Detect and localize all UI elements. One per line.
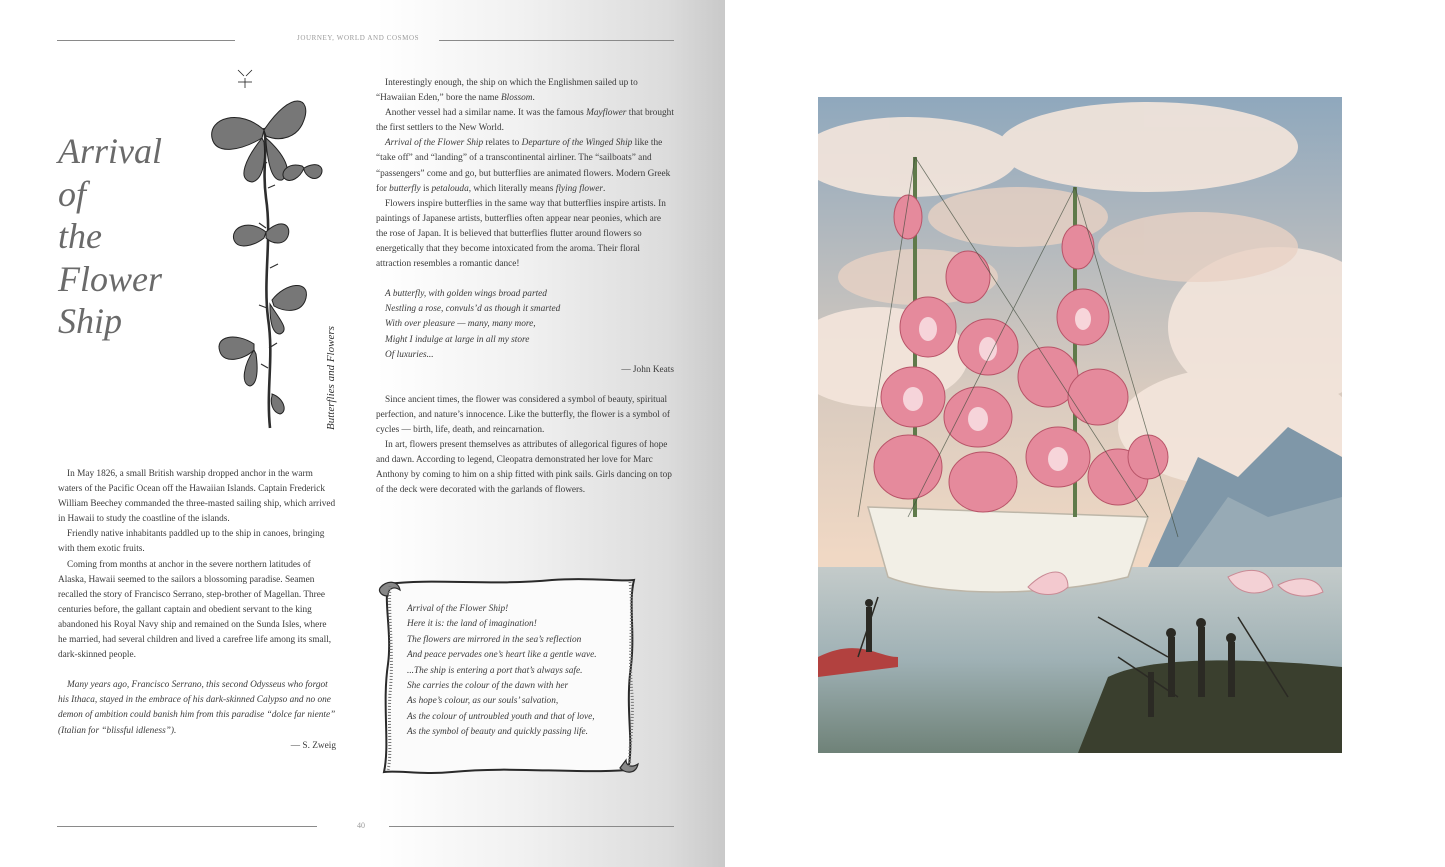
header-rule-right	[439, 40, 674, 41]
poem-line: The flowers are mirrored in the sea’s reflection	[407, 634, 582, 645]
running-header	[57, 34, 674, 46]
keats-attribution: — John Keats	[621, 364, 674, 375]
header-rule-left	[57, 40, 235, 41]
zweig-quote: Many years ago, Francisco Serrano, this second Odysseus who forgot his Ithaca, stayed in the embrace of his dark-skinned Calypso and no one demon of ambition could banish him from this paradise “dolce far niente” (Italian for “blissful idleness”).	[58, 680, 336, 736]
paragraph: In art, flowers present themselves as attributes of allegorical figures of hope and dawn. According to legend, Cleopatra demonstrated her love for Marc Anthony by coming to him on a ship fitted with pink sails. Girls dancing on top of the deck were decorated with the garlands of flowers.	[376, 440, 672, 496]
poem-line: Nestling a rose, convuls’d as though it smarted	[385, 304, 561, 315]
title-line: the	[58, 216, 102, 256]
zweig-attribution: — S. Zweig	[290, 740, 336, 751]
poem-line: Might I indulge at large in all my store	[385, 334, 530, 345]
paragraph: Coming from months at anchor in the severe northern latitudes of Alaska, Hawaii seemed to the sailors a blossoming paradise. Seamen recalled the story of Francisco Serrano, step-brother of Magellan. Three centuries before, the gallant captain and obedient servant to the king abandoned his Royal Navy ship and remained on the Sunda Isles, where he married, had several children and lived a carefree life among its small, dark-skinned people.	[58, 559, 332, 661]
poem-line: ...The ship is entering a port that’s always safe.	[407, 665, 583, 676]
title-line: Arrival	[58, 131, 162, 171]
signature-text: Butterflies and Flowers	[325, 326, 337, 430]
page-title	[58, 130, 162, 343]
paragraph: Flowers inspire butterflies in the same way that butterflies inspire artists. In paintings of Japanese artists, butterflies often appear near peonies, which are the rose of Japan. It is believed that butterflies flutter around flowers so energetically that they become intoxicated from the aroma. Their floral attraction resembles a romantic dance!	[376, 198, 666, 270]
right-column-text	[376, 76, 674, 498]
left-column-text	[58, 467, 336, 754]
poem-line: With over pleasure — many, many more,	[385, 319, 536, 330]
paragraph: Interestingly enough, the ship on which the Englishmen sailed up to “Hawaiian Eden,” bore the name Blossom.	[376, 78, 638, 104]
page-footer	[57, 820, 674, 832]
paragraph: Another vessel had a similar name. It was the famous Mayflower that brought the first settlers to the New World.	[376, 108, 674, 134]
poem-line: Here it is: the land of imagination!	[407, 619, 537, 630]
paragraph: In May 1826, a small British warship dropped anchor in the warm waters of the Pacific Ocean off the Hawaiian Islands. Captain Frederick William Beechey commanded the three-masted sailing ship, which arrived in Hawaii to study the coastline of the islands.	[58, 469, 336, 525]
poem-line: As hope’s colour, as our souls’ salvation,	[407, 696, 559, 707]
footer-rule-right	[389, 826, 674, 827]
paragraph: Friendly native inhabitants paddled up to the ship in canoes, bringing with them exotic fruits.	[58, 529, 325, 555]
title-line: Ship	[58, 301, 123, 341]
poem-line: Of luxuries...	[385, 349, 434, 360]
flower-ship-painting-icon	[818, 97, 1342, 753]
drawing-signature	[320, 318, 340, 433]
keats-poem	[376, 287, 674, 362]
scroll-poem-text	[407, 602, 637, 741]
title-line: of	[58, 173, 87, 214]
page-number: 40	[357, 821, 365, 830]
poem-line: Arrival of the Flower Ship!	[407, 604, 509, 614]
poem-line: She carries the colour of the dawn with her	[407, 681, 569, 692]
poem-scroll	[372, 574, 644, 778]
poem-line: And peace pervades one’s heart like a gentle wave.	[407, 650, 597, 661]
poem-line: As the symbol of beauty and quickly passing life.	[407, 727, 588, 738]
poem-line: As the colour of untroubled youth and that of love,	[407, 711, 595, 722]
right-page	[725, 0, 1445, 867]
running-title: JOURNEY, WORLD AND COSMOS	[297, 34, 420, 42]
paragraph: Arrival of the Flower Ship relates to Departure of the Winged Ship like the “take off” and “landing” of a transcontinental airliner. The “sailboats” and “passengers” come and go, but butterflies are animated flowers. Modern Greek for butterfly is petalouda, which literally means flying flower.	[376, 138, 671, 194]
title-line: Flower	[58, 258, 162, 299]
footer-rule-left	[57, 826, 317, 827]
poem-line: A butterfly, with golden wings broad parted	[385, 289, 547, 300]
paragraph: Since ancient times, the flower was considered a symbol of beauty, spiritual perfection, and nature’s innocence. Like the butterfly, the flower is a symbol of cycles — birth, life, death, and reincarnation.	[376, 394, 670, 435]
